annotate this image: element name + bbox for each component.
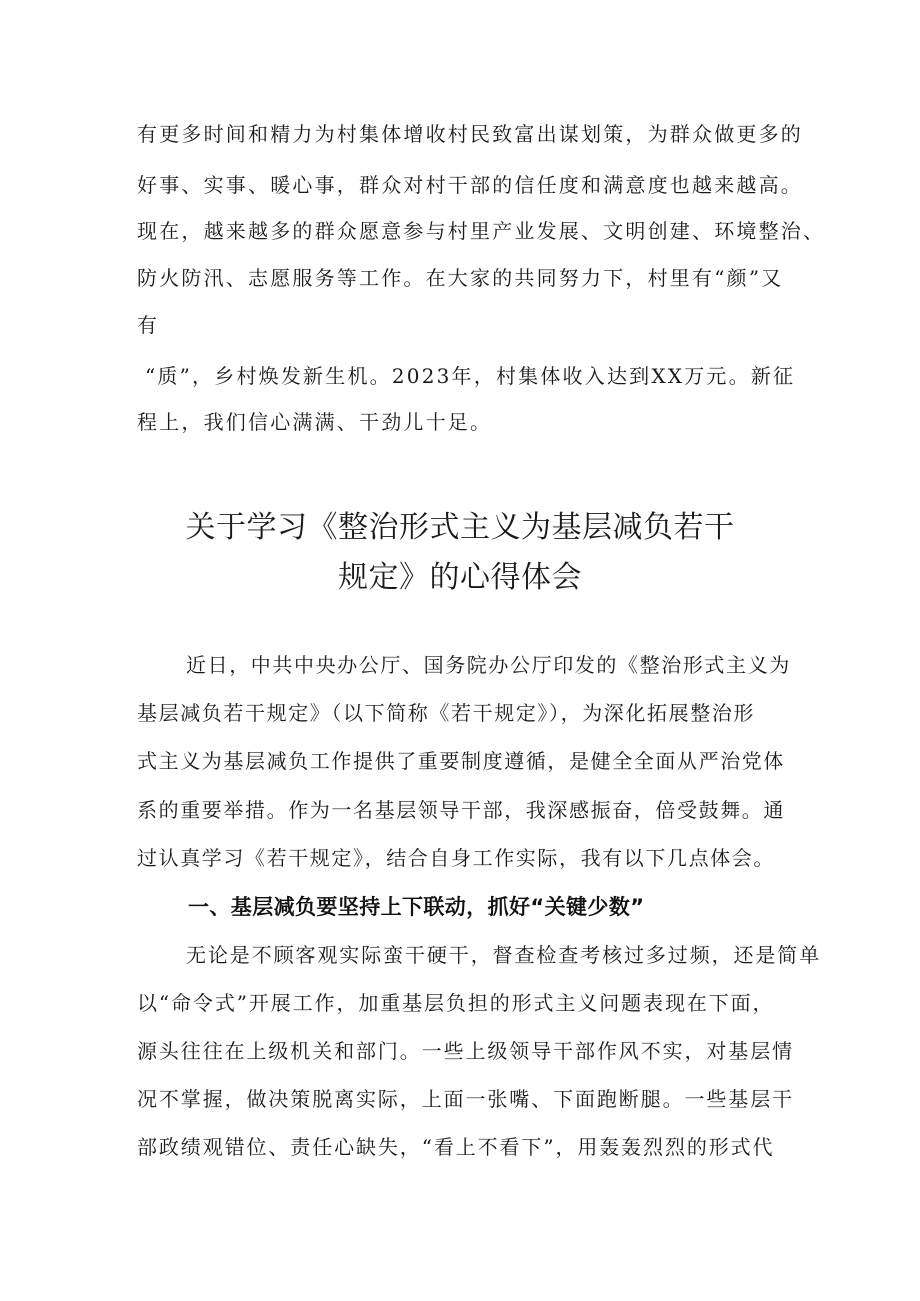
section-1-line-2: 以“命令式”开展工作，加重基层负担的形式主义问题表现在下面，	[137, 991, 775, 1015]
article-title-line-1: 关于学习《整治形式主义为基层减负若干	[185, 510, 735, 545]
section-1-line-4: 况不掌握，做决策脱离实际，上面一张嘴、下面跑断腿。一些基层干	[137, 1087, 794, 1111]
previous-text-line-6: “质”，乡村焕发新生机。2023年，村集体收入达到XX万元。新征	[145, 364, 796, 388]
article-title-line-2: 规定》的心得体会	[338, 560, 582, 595]
previous-text-line-7: 程上，我们信心满满、干劲儿十足。	[137, 410, 493, 434]
section-1-line-5: 部政绩观错位、责任心缺失，“看上不看下”，用轰轰烈烈的形式代	[137, 1135, 775, 1159]
section-1-line-1: 无论是不顾客观实际蛮干硬干，督查检查考核过多过频，还是简单	[186, 943, 822, 967]
intro-line-2: 基层减负若干规定》（以下简称《若干规定》），为深化拓展整治形	[137, 701, 755, 725]
previous-text-line-3: 现在，越来越多的群众愿意参与村里产业发展、文明创建、环境整治、	[137, 219, 826, 243]
section-1-line-3: 源头往往在上级机关和部门。一些上级领导干部作风不实，对基层情	[137, 1039, 794, 1063]
intro-line-1: 近日，中共中央办公厅、国务院办公厅印发的《整治形式主义为	[186, 653, 791, 677]
previous-text-line-2: 好事、实事、暖心事，群众对村干部的信任度和满意度也越来越高。	[137, 173, 803, 197]
intro-line-5: 过认真学习《若干规定》，结合自身工作实际，我有以下几点体会。	[137, 846, 775, 870]
previous-text-line-4: 防火防汛、志愿服务等工作。在大家的共同努力下，村里有“颜”又	[137, 266, 784, 290]
intro-line-3: 式主义为基层减负工作提供了重要制度遵循，是健全全面从严治党体	[137, 749, 785, 773]
previous-text-line-5: 有	[137, 313, 160, 337]
previous-text-line-1: 有更多时间和精力为村集体增收村民致富出谋划策，为群众做更多的	[137, 122, 803, 146]
intro-line-4: 系的重要举措。作为一名基层领导干部，我深感振奋，倍受鼓舞。通	[137, 798, 785, 822]
section-heading-1: 一、基层减负要坚持上下联动，抓好“关键少数”	[188, 895, 645, 919]
